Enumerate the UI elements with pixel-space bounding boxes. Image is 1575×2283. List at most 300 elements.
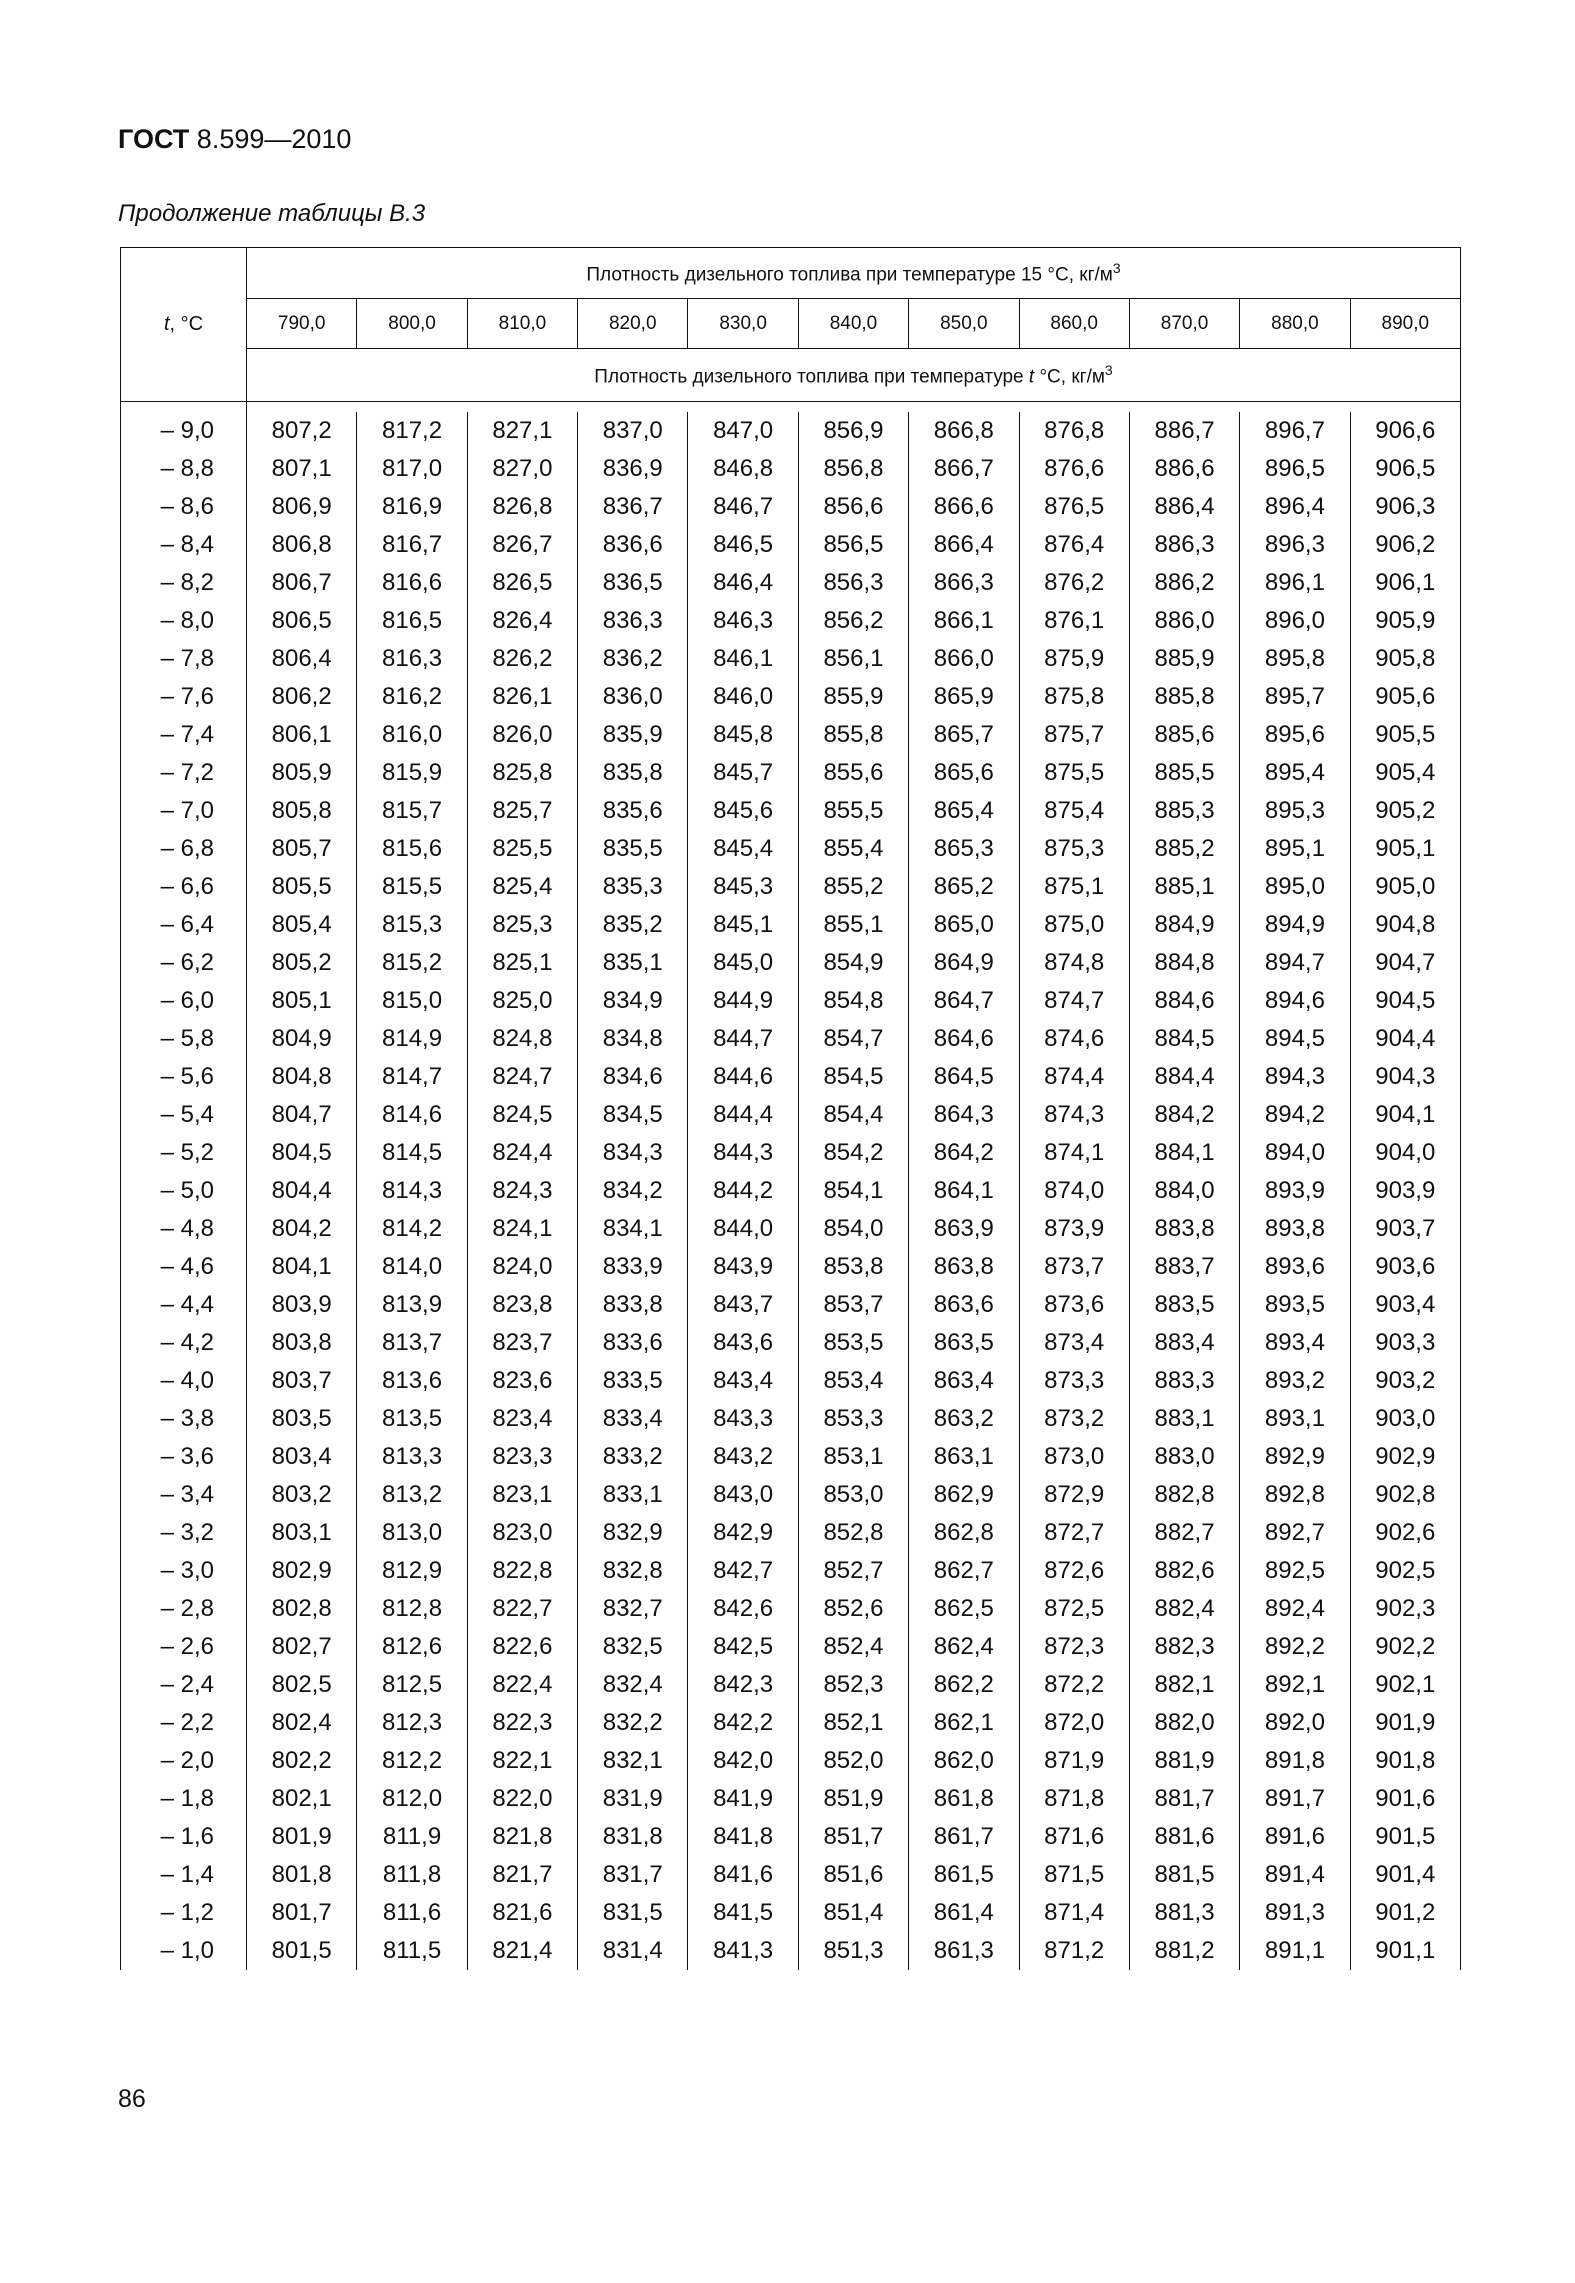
density-value-cell: 852,0 <box>798 1742 908 1780</box>
density-value-cell: 833,1 <box>578 1476 688 1514</box>
density-value-cell: 864,1 <box>909 1172 1019 1210</box>
density-value-cell: 871,5 <box>1019 1856 1129 1894</box>
density-value-cell: 834,9 <box>578 982 688 1020</box>
density-value-cell: 866,6 <box>909 488 1019 526</box>
density-value-cell: 803,2 <box>247 1476 357 1514</box>
density-value-cell: 866,8 <box>909 412 1019 450</box>
table-row <box>121 906 1461 944</box>
density-header-cell: 890,0 <box>1350 299 1460 349</box>
density-value-cell: 837,0 <box>578 412 688 450</box>
density-value-cell: 862,5 <box>909 1590 1019 1628</box>
table-row <box>121 1552 1461 1590</box>
density-value-cell: 873,7 <box>1019 1248 1129 1286</box>
density-value-cell: 831,7 <box>578 1856 688 1894</box>
density-value-cell: 884,2 <box>1129 1096 1239 1134</box>
density-value-cell: 906,6 <box>1350 412 1460 450</box>
density-value-cell: 816,6 <box>357 564 467 602</box>
density-value-cell: 815,5 <box>357 868 467 906</box>
density-value-cell: 903,3 <box>1350 1324 1460 1362</box>
density-value-cell: 872,7 <box>1019 1514 1129 1552</box>
density-value-cell: 851,3 <box>798 1932 908 1970</box>
temperature-cell: – 6,8 <box>121 830 247 868</box>
density-value-cell: 812,9 <box>357 1552 467 1590</box>
density-value-cell: 814,6 <box>357 1096 467 1134</box>
density-value-cell: 895,3 <box>1240 792 1350 830</box>
temperature-cell: – 5,6 <box>121 1058 247 1096</box>
density-value-cell: 806,5 <box>247 602 357 640</box>
density-value-cell: 895,4 <box>1240 754 1350 792</box>
density-value-cell: 805,8 <box>247 792 357 830</box>
density-value-cell: 805,4 <box>247 906 357 944</box>
density-value-cell: 813,0 <box>357 1514 467 1552</box>
density-value-cell: 845,4 <box>688 830 798 868</box>
density-value-cell: 853,3 <box>798 1400 908 1438</box>
density-value-cell: 854,1 <box>798 1172 908 1210</box>
density-value-cell: 864,3 <box>909 1096 1019 1134</box>
density-value-cell: 805,2 <box>247 944 357 982</box>
density-value-cell: 853,7 <box>798 1286 908 1324</box>
density-value-cell: 806,8 <box>247 526 357 564</box>
density-value-cell: 902,2 <box>1350 1628 1460 1666</box>
density-value-cell: 884,4 <box>1129 1058 1239 1096</box>
density-value-cell: 802,4 <box>247 1704 357 1742</box>
density-value-cell: 845,7 <box>688 754 798 792</box>
density-value-cell: 822,7 <box>467 1590 577 1628</box>
density-value-cell: 895,6 <box>1240 716 1350 754</box>
density-value-cell: 812,2 <box>357 1742 467 1780</box>
density-value-cell: 851,7 <box>798 1818 908 1856</box>
table-row <box>121 1780 1461 1818</box>
density-value-cell: 871,2 <box>1019 1932 1129 1970</box>
density-value-cell: 854,4 <box>798 1096 908 1134</box>
density-value-cell: 826,0 <box>467 716 577 754</box>
density-values-header <box>121 299 1461 349</box>
density-value-cell: 835,5 <box>578 830 688 868</box>
density-value-cell: 846,8 <box>688 450 798 488</box>
density-value-cell: 832,1 <box>578 1742 688 1780</box>
density-header-cell: 850,0 <box>909 299 1019 349</box>
density-value-cell: 862,0 <box>909 1742 1019 1780</box>
density-value-cell: 856,9 <box>798 412 908 450</box>
temperature-cell: – 5,2 <box>121 1134 247 1172</box>
density-value-cell: 876,4 <box>1019 526 1129 564</box>
density-value-cell: 845,8 <box>688 716 798 754</box>
density-value-cell: 882,3 <box>1129 1628 1239 1666</box>
t-unit: , °С <box>169 313 204 335</box>
density-value-cell: 876,5 <box>1019 488 1129 526</box>
density-value-cell: 882,0 <box>1129 1704 1239 1742</box>
table-row <box>121 1704 1461 1742</box>
temperature-cell: – 8,6 <box>121 488 247 526</box>
density-value-cell: 904,3 <box>1350 1058 1460 1096</box>
density-value-cell: 871,4 <box>1019 1894 1129 1932</box>
table-row <box>121 982 1461 1020</box>
temperature-cell: – 2,2 <box>121 1704 247 1742</box>
table-row <box>121 1400 1461 1438</box>
temperature-cell: – 3,4 <box>121 1476 247 1514</box>
density-value-cell: 865,6 <box>909 754 1019 792</box>
density-value-cell: 896,4 <box>1240 488 1350 526</box>
density-value-cell: 865,9 <box>909 678 1019 716</box>
density-value-cell: 804,4 <box>247 1172 357 1210</box>
density-value-cell: 886,0 <box>1129 602 1239 640</box>
density-value-cell: 816,9 <box>357 488 467 526</box>
density-value-cell: 816,2 <box>357 678 467 716</box>
density-header-cell: 820,0 <box>578 299 688 349</box>
density-value-cell: 844,4 <box>688 1096 798 1134</box>
density-value-cell: 893,6 <box>1240 1248 1350 1286</box>
density-value-cell: 854,9 <box>798 944 908 982</box>
temperature-cell: – 4,4 <box>121 1286 247 1324</box>
density-value-cell: 826,2 <box>467 640 577 678</box>
density-value-cell: 884,1 <box>1129 1134 1239 1172</box>
density-value-cell: 823,1 <box>467 1476 577 1514</box>
density-value-cell: 882,6 <box>1129 1552 1239 1590</box>
density-value-cell: 803,4 <box>247 1438 357 1476</box>
density-value-cell: 902,6 <box>1350 1514 1460 1552</box>
density-value-cell: 893,9 <box>1240 1172 1350 1210</box>
density-value-cell: 903,7 <box>1350 1210 1460 1248</box>
density-value-cell: 873,0 <box>1019 1438 1129 1476</box>
density-value-cell: 802,2 <box>247 1742 357 1780</box>
density-value-cell: 855,1 <box>798 906 908 944</box>
density-value-cell: 855,2 <box>798 868 908 906</box>
density-value-cell: 801,7 <box>247 1894 357 1932</box>
density-value-cell: 806,1 <box>247 716 357 754</box>
density-value-cell: 885,8 <box>1129 678 1239 716</box>
density-value-cell: 814,7 <box>357 1058 467 1096</box>
density-value-cell: 834,8 <box>578 1020 688 1058</box>
density-value-cell: 883,1 <box>1129 1400 1239 1438</box>
table-row <box>121 1856 1461 1894</box>
density-value-cell: 842,6 <box>688 1590 798 1628</box>
density-value-cell: 896,5 <box>1240 450 1350 488</box>
density-value-cell: 901,6 <box>1350 1780 1460 1818</box>
density-value-cell: 886,2 <box>1129 564 1239 602</box>
table-row <box>121 830 1461 868</box>
density-value-cell: 812,0 <box>357 1780 467 1818</box>
density-value-cell: 814,2 <box>357 1210 467 1248</box>
density-value-cell: 904,7 <box>1350 944 1460 982</box>
density-value-cell: 832,5 <box>578 1628 688 1666</box>
density-value-cell: 855,5 <box>798 792 908 830</box>
density-value-cell: 883,8 <box>1129 1210 1239 1248</box>
density-value-cell: 815,0 <box>357 982 467 1020</box>
density-value-cell: 903,9 <box>1350 1172 1460 1210</box>
density-value-cell: 813,3 <box>357 1438 467 1476</box>
density-value-cell: 823,3 <box>467 1438 577 1476</box>
density-value-cell: 853,0 <box>798 1476 908 1514</box>
density-value-cell: 862,7 <box>909 1552 1019 1590</box>
density-value-cell: 861,8 <box>909 1780 1019 1818</box>
density-value-cell: 894,6 <box>1240 982 1350 1020</box>
density-value-cell: 816,7 <box>357 526 467 564</box>
density-value-cell: 802,1 <box>247 1780 357 1818</box>
density-value-cell: 832,9 <box>578 1514 688 1552</box>
density-value-cell: 866,1 <box>909 602 1019 640</box>
density-value-cell: 861,5 <box>909 1856 1019 1894</box>
density-value-cell: 811,9 <box>357 1818 467 1856</box>
density-header-cell: 870,0 <box>1129 299 1239 349</box>
temperature-cell: – 7,6 <box>121 678 247 716</box>
density-value-cell: 825,8 <box>467 754 577 792</box>
density-value-cell: 864,2 <box>909 1134 1019 1172</box>
temperature-cell: – 8,2 <box>121 564 247 602</box>
density-value-cell: 873,3 <box>1019 1362 1129 1400</box>
table-row <box>121 1818 1461 1856</box>
table-row <box>121 1134 1461 1172</box>
density-value-cell: 824,7 <box>467 1058 577 1096</box>
density-value-cell: 891,3 <box>1240 1894 1350 1932</box>
temperature-cell: – 6,4 <box>121 906 247 944</box>
density-value-cell: 874,4 <box>1019 1058 1129 1096</box>
density-value-cell: 831,4 <box>578 1932 688 1970</box>
density-value-cell: 821,4 <box>467 1932 577 1970</box>
density-value-cell: 846,1 <box>688 640 798 678</box>
density-value-cell: 801,5 <box>247 1932 357 1970</box>
table-row <box>121 488 1461 526</box>
density-value-cell: 856,2 <box>798 602 908 640</box>
temperature-cell: – 1,4 <box>121 1856 247 1894</box>
density-value-cell: 802,8 <box>247 1590 357 1628</box>
density-value-cell: 904,1 <box>1350 1096 1460 1134</box>
density-value-cell: 883,3 <box>1129 1362 1239 1400</box>
density-value-cell: 876,1 <box>1019 602 1129 640</box>
temperature-cell: – 4,8 <box>121 1210 247 1248</box>
density-value-cell: 855,8 <box>798 716 908 754</box>
density-value-cell: 863,5 <box>909 1324 1019 1362</box>
density-value-cell: 833,5 <box>578 1362 688 1400</box>
density-value-cell: 892,2 <box>1240 1628 1350 1666</box>
density-value-cell: 894,0 <box>1240 1134 1350 1172</box>
density-value-cell: 807,1 <box>247 450 357 488</box>
density-value-cell: 903,4 <box>1350 1286 1460 1324</box>
density-value-cell: 853,5 <box>798 1324 908 1362</box>
density-value-cell: 834,6 <box>578 1058 688 1096</box>
table-row <box>121 1742 1461 1780</box>
density-value-cell: 864,9 <box>909 944 1019 982</box>
density-value-cell: 835,8 <box>578 754 688 792</box>
density-value-cell: 904,0 <box>1350 1134 1460 1172</box>
density-value-cell: 852,8 <box>798 1514 908 1552</box>
density-value-cell: 896,0 <box>1240 602 1350 640</box>
density-value-cell: 872,6 <box>1019 1552 1129 1590</box>
density-value-cell: 854,8 <box>798 982 908 1020</box>
density-value-cell: 812,5 <box>357 1666 467 1704</box>
density-value-cell: 826,1 <box>467 678 577 716</box>
t-symbol: t <box>163 313 170 335</box>
table-row <box>121 1058 1461 1096</box>
density-value-cell: 892,5 <box>1240 1552 1350 1590</box>
density-value-cell: 866,0 <box>909 640 1019 678</box>
density-value-cell: 854,2 <box>798 1134 908 1172</box>
density-value-cell: 865,2 <box>909 868 1019 906</box>
density-value-cell: 824,3 <box>467 1172 577 1210</box>
density-value-cell: 827,1 <box>467 412 577 450</box>
density-value-cell: 841,9 <box>688 1780 798 1818</box>
temperature-cell: – 7,4 <box>121 716 247 754</box>
table-row <box>121 1438 1461 1476</box>
density-value-cell: 906,2 <box>1350 526 1460 564</box>
density-header-cell: 810,0 <box>467 299 577 349</box>
table-row <box>121 792 1461 830</box>
density-value-cell: 856,8 <box>798 450 908 488</box>
density-value-cell: 886,6 <box>1129 450 1239 488</box>
density-value-cell: 905,8 <box>1350 640 1460 678</box>
density-value-cell: 905,5 <box>1350 716 1460 754</box>
density-value-cell: 894,3 <box>1240 1058 1350 1096</box>
density-header-cell: 860,0 <box>1019 299 1129 349</box>
density-value-cell: 893,4 <box>1240 1324 1350 1362</box>
temperature-cell: – 1,0 <box>121 1932 247 1970</box>
density-value-cell: 872,0 <box>1019 1704 1129 1742</box>
density-value-cell: 816,0 <box>357 716 467 754</box>
density-value-cell: 905,0 <box>1350 868 1460 906</box>
density-value-cell: 802,9 <box>247 1552 357 1590</box>
density-value-cell: 856,6 <box>798 488 908 526</box>
density-value-cell: 836,2 <box>578 640 688 678</box>
density-value-cell: 892,8 <box>1240 1476 1350 1514</box>
density-value-cell: 805,5 <box>247 868 357 906</box>
density-value-cell: 865,3 <box>909 830 1019 868</box>
density-value-cell: 856,5 <box>798 526 908 564</box>
density-value-cell: 845,3 <box>688 868 798 906</box>
density-value-cell: 856,1 <box>798 640 908 678</box>
density-value-cell: 906,3 <box>1350 488 1460 526</box>
density-value-cell: 823,7 <box>467 1324 577 1362</box>
density-value-cell: 874,0 <box>1019 1172 1129 1210</box>
temperature-cell: – 3,8 <box>121 1400 247 1438</box>
density-value-cell: 862,2 <box>909 1666 1019 1704</box>
density-value-cell: 824,4 <box>467 1134 577 1172</box>
density-value-cell: 863,6 <box>909 1286 1019 1324</box>
density-value-cell: 895,8 <box>1240 640 1350 678</box>
density-value-cell: 871,6 <box>1019 1818 1129 1856</box>
density-value-cell: 865,7 <box>909 716 1019 754</box>
density-value-cell: 845,6 <box>688 792 798 830</box>
density-value-cell: 901,2 <box>1350 1894 1460 1932</box>
density-value-cell: 814,0 <box>357 1248 467 1286</box>
density-value-cell: 842,0 <box>688 1742 798 1780</box>
density-value-cell: 905,2 <box>1350 792 1460 830</box>
density-value-cell: 805,9 <box>247 754 357 792</box>
density-value-cell: 906,1 <box>1350 564 1460 602</box>
density-value-cell: 892,4 <box>1240 1590 1350 1628</box>
density-value-cell: 823,8 <box>467 1286 577 1324</box>
temperature-cell: – 2,0 <box>121 1742 247 1780</box>
density-value-cell: 816,3 <box>357 640 467 678</box>
density-value-cell: 852,7 <box>798 1552 908 1590</box>
temperature-cell: – 1,6 <box>121 1818 247 1856</box>
density-value-cell: 812,8 <box>357 1590 467 1628</box>
density-value-cell: 903,2 <box>1350 1362 1460 1400</box>
density-value-cell: 802,7 <box>247 1628 357 1666</box>
density-value-cell: 826,7 <box>467 526 577 564</box>
standard-name: ГОСТ <box>118 124 190 154</box>
density-value-cell: 825,3 <box>467 906 577 944</box>
density-value-cell: 813,2 <box>357 1476 467 1514</box>
density-value-cell: 875,8 <box>1019 678 1129 716</box>
density-value-cell: 825,7 <box>467 792 577 830</box>
density-value-cell: 841,5 <box>688 1894 798 1932</box>
density-value-cell: 866,7 <box>909 450 1019 488</box>
density-value-cell: 884,9 <box>1129 906 1239 944</box>
temperature-cell: – 1,8 <box>121 1780 247 1818</box>
table-row <box>121 1324 1461 1362</box>
density-value-cell: 875,4 <box>1019 792 1129 830</box>
density-value-cell: 892,9 <box>1240 1438 1350 1476</box>
density-value-cell: 876,6 <box>1019 450 1129 488</box>
density-value-cell: 801,8 <box>247 1856 357 1894</box>
density-value-cell: 833,2 <box>578 1438 688 1476</box>
density-value-cell: 824,5 <box>467 1096 577 1134</box>
density-value-cell: 847,0 <box>688 412 798 450</box>
table-row <box>121 1286 1461 1324</box>
density-value-cell: 871,8 <box>1019 1780 1129 1818</box>
density-value-cell: 902,5 <box>1350 1552 1460 1590</box>
density-value-cell: 814,5 <box>357 1134 467 1172</box>
temperature-cell: – 2,8 <box>121 1590 247 1628</box>
density-value-cell: 832,2 <box>578 1704 688 1742</box>
density-value-cell: 904,5 <box>1350 982 1460 1020</box>
density-value-cell: 902,1 <box>1350 1666 1460 1704</box>
density-value-cell: 805,1 <box>247 982 357 1020</box>
density-value-cell: 862,4 <box>909 1628 1019 1666</box>
density-value-cell: 882,8 <box>1129 1476 1239 1514</box>
density-value-cell: 804,7 <box>247 1096 357 1134</box>
table-row <box>121 1172 1461 1210</box>
header-gap <box>121 402 1461 413</box>
density-value-cell: 845,1 <box>688 906 798 944</box>
density-header-cell: 830,0 <box>688 299 798 349</box>
density-value-cell: 827,0 <box>467 450 577 488</box>
density-value-cell: 803,9 <box>247 1286 357 1324</box>
table-row <box>121 1514 1461 1552</box>
table-row <box>121 868 1461 906</box>
table-row <box>121 640 1461 678</box>
table-row <box>121 450 1461 488</box>
density-value-cell: 813,5 <box>357 1400 467 1438</box>
density-value-cell: 822,0 <box>467 1780 577 1818</box>
density-value-cell: 881,5 <box>1129 1856 1239 1894</box>
density-value-cell: 835,2 <box>578 906 688 944</box>
density-value-cell: 874,1 <box>1019 1134 1129 1172</box>
density-value-cell: 826,5 <box>467 564 577 602</box>
table-row <box>121 754 1461 792</box>
density-value-cell: 813,9 <box>357 1286 467 1324</box>
density-value-cell: 866,4 <box>909 526 1019 564</box>
density-value-cell: 905,6 <box>1350 678 1460 716</box>
table-row <box>121 1248 1461 1286</box>
table-body <box>121 412 1461 1970</box>
density-value-cell: 823,4 <box>467 1400 577 1438</box>
density-value-cell: 883,4 <box>1129 1324 1239 1362</box>
density-value-cell: 902,8 <box>1350 1476 1460 1514</box>
density-value-cell: 875,9 <box>1019 640 1129 678</box>
table-row <box>121 1476 1461 1514</box>
density-value-cell: 893,5 <box>1240 1286 1350 1324</box>
density-value-cell: 843,6 <box>688 1324 798 1362</box>
density-value-cell: 825,0 <box>467 982 577 1020</box>
density-value-cell: 894,9 <box>1240 906 1350 944</box>
density-value-cell: 846,0 <box>688 678 798 716</box>
table-row <box>121 1096 1461 1134</box>
density-value-cell: 811,5 <box>357 1932 467 1970</box>
density-value-cell: 806,2 <box>247 678 357 716</box>
density-value-cell: 815,2 <box>357 944 467 982</box>
density-header-cell: 800,0 <box>357 299 467 349</box>
density-value-cell: 893,2 <box>1240 1362 1350 1400</box>
